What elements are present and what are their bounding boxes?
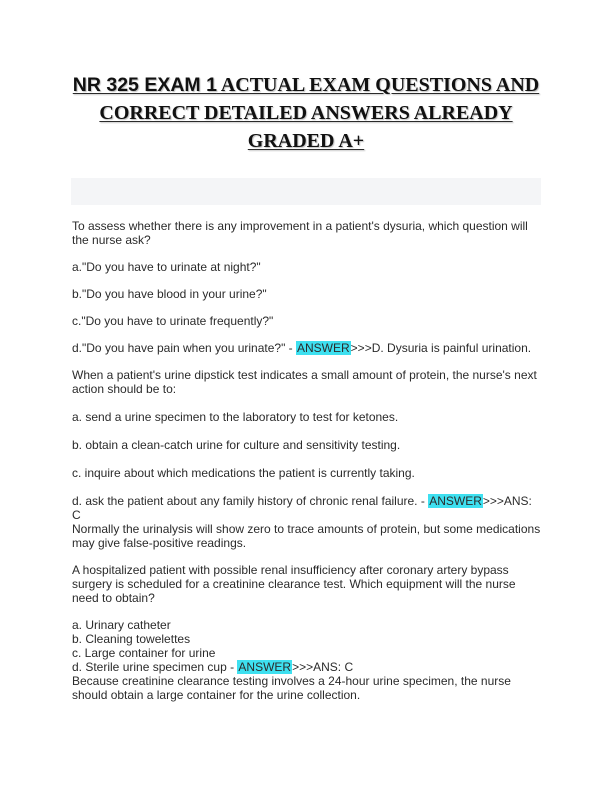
q1-answer: >>>D. Dysuria is painful urination. xyxy=(350,341,532,355)
document-body xyxy=(72,219,542,702)
q2-option-a: a. send a urine specimen to the laboratory to test for ketones. xyxy=(72,410,399,424)
q1-option-d xyxy=(72,341,542,355)
q3-option-d xyxy=(72,660,542,674)
q3-option-c: c. Large container for urine xyxy=(72,646,216,660)
document-title xyxy=(60,72,552,156)
answer-highlight: ANSWER xyxy=(297,341,350,355)
q1-option-c: c."Do you have to urinate frequently?" xyxy=(72,314,274,328)
q2-rationale: Normally the urinalysis will show zero to trace amounts of protein, but some medications may give false-positive readings. xyxy=(72,522,541,550)
header-bar xyxy=(71,178,541,205)
q2-option-b: b. obtain a clean-catch urine for culture and sensitivity testing. xyxy=(72,438,401,452)
q3-option-a: a. Urinary catheter xyxy=(72,618,171,632)
q2-option-d xyxy=(72,494,542,522)
q1-option-d-text: d."Do you have pain when you urinate?" - xyxy=(72,341,296,355)
answer-highlight: ANSWER xyxy=(429,494,482,508)
q2-option-c: c. inquire about which medications the patient is currently taking. xyxy=(72,466,415,480)
q2-option-d-text: d. ask the patient about any family history of chronic renal failure. - xyxy=(72,494,429,508)
q3-option-b: b. Cleaning towelettes xyxy=(72,632,191,646)
q2-question: When a patient's urine dipstick test indicates a small amount of protein, the nurse's next action should be to: xyxy=(72,368,537,396)
q3-answer: >>>ANS: C xyxy=(292,660,354,674)
title-description: ACTUAL EXAM QUESTIONS AND CORRECT DETAILED ANSWERS ALREADY GRADED A+ xyxy=(99,74,540,152)
q3-question: A hospitalized patient with possible renal insufficiency after coronary artery bypass surgery is scheduled for a creatinine clearance test. Which equipment will the nurse need to obtain? xyxy=(72,563,516,605)
answer-highlight: ANSWER xyxy=(238,660,292,674)
q1-question: To assess whether there is any improvement in a patient's dysuria, which question will the nurse ask? xyxy=(72,219,528,247)
q3-option-d-text: d. Sterile urine specimen cup - xyxy=(72,660,238,674)
title-course-code: NR 325 EXAM 1 xyxy=(72,74,217,96)
q3-rationale: Because creatinine clearance testing involves a 24-hour urine specimen, the nurse should obtain a large container for the urine collection. xyxy=(72,674,511,702)
q2-answer: >>>ANS: C xyxy=(72,494,532,522)
q1-option-a: a."Do you have to urinate at night?" xyxy=(72,260,261,274)
q1-option-b: b."Do you have blood in your urine?" xyxy=(72,287,267,301)
